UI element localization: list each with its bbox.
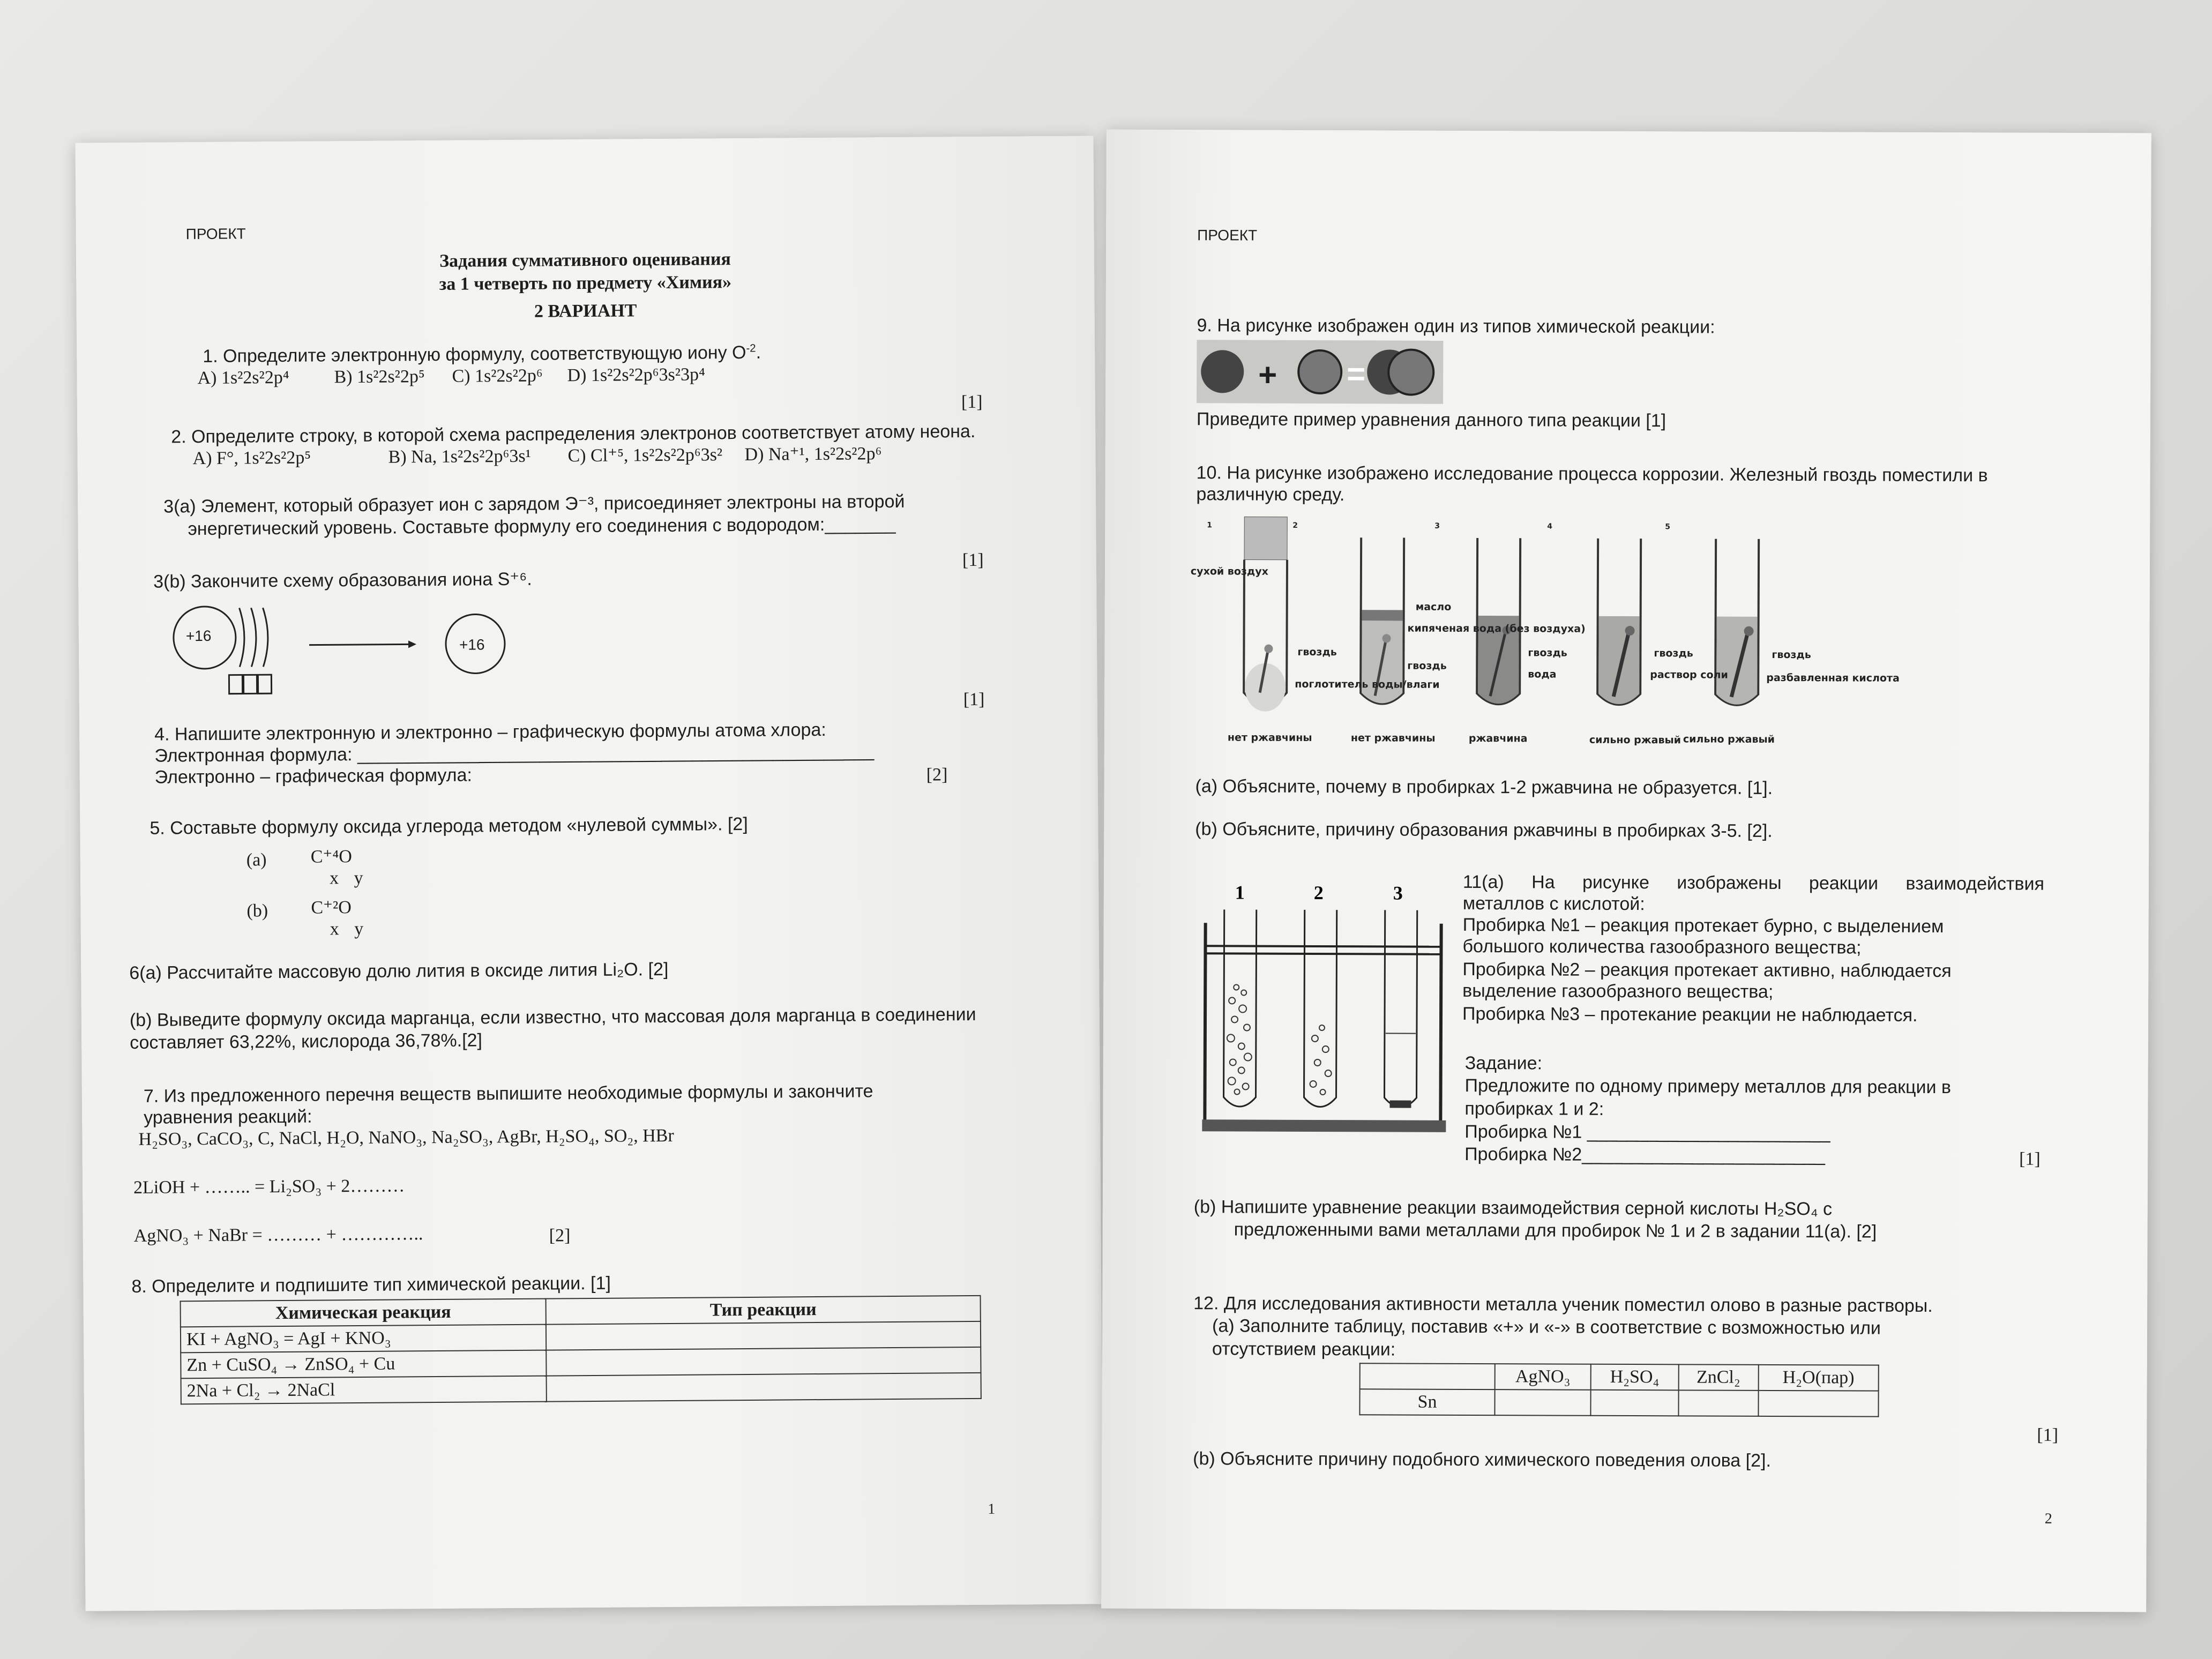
row-label-sn: Sn (1359, 1389, 1494, 1415)
column-header-h2so4: H₂SO₄ (1591, 1364, 1679, 1391)
question-4-line-2: Электронная формула: ___________________________________________________ (154, 741, 875, 766)
question-7-line-1: 7. Из предложенного перечня веществ выпишите необходимые формулы и закончите (143, 1081, 873, 1107)
column-header-zncl2: ZnCl₂ (1678, 1364, 1758, 1391)
question-10-line-1: 10. На рисунке изображено исследование процесса коррозии. Железный гвоздь поместили в (1196, 462, 1988, 486)
question-3a-points: [1] (962, 550, 984, 571)
question-8: 8. Определите и подпишите тип химической реакции. [1] (131, 1273, 611, 1297)
question-12-line-2: (a) Заполните таблицу, поставив «+» и «-» в соответствие с возможностью или (1212, 1316, 1881, 1339)
caption-tube-5: сильно ржавый (1683, 733, 1775, 745)
column-header-reaction: Химическая реакция (181, 1299, 546, 1327)
page-header: ПРОЕКТ (185, 225, 246, 243)
question-11b-line-2: предложенными вами металлами для пробирок № 1 и 2 в задании 11(a). [2] (1234, 1219, 1877, 1242)
tube-1-number: 1 (1207, 521, 1213, 530)
variant-title: 2 ВАРИАНТ (534, 301, 637, 322)
answer-cell-h2so4[interactable] (1590, 1390, 1678, 1416)
question-11a-line-7: Пробирка №3 – протекание реакции не наблюдается. (1462, 1003, 1918, 1026)
question-6a: 6(a) Рассчитайте массовую долю лития в оксиде лития Li₂O. [2] (129, 959, 669, 983)
caption-tube-2: нет ржавчины (1350, 732, 1436, 744)
label-dry-air: сухой воздух (1190, 565, 1268, 578)
question-11a-line-4: большого количества газообразного вещества; (1462, 936, 1862, 958)
question-11a-points: [1] (2019, 1149, 2041, 1169)
question-5a-indices: x y (329, 868, 363, 888)
question-1-option-b: B) 1s²2s²2p⁵ (334, 367, 425, 387)
table-row (1359, 1389, 1878, 1416)
question-11-tube-1-blank[interactable]: Пробирка №1 ________________________ (1464, 1121, 1830, 1144)
corrosion-experiment-figure (1190, 515, 1968, 754)
question-3b: 3(b) Закончите схему образования иона S⁺⁶. (153, 569, 532, 592)
label-nail-5: гвоздь (1772, 648, 1811, 661)
worksheet-page-2 (1101, 130, 2151, 1612)
page-number: 2 (2044, 1510, 2052, 1527)
column-header-h2o-steam: H₂O(пар) (1758, 1365, 1878, 1391)
tube-label-2: 2 (1313, 881, 1324, 904)
tube-4-number: 4 (1547, 522, 1553, 531)
acid-tube-1 (1223, 909, 1256, 1107)
question-9: 9. На рисунке изображен один из типов химической реакции: (1197, 315, 1715, 338)
answer-cell[interactable] (547, 1373, 981, 1402)
reaction-cell: KI + AgNO₃ = AgI + KNO₃ (181, 1325, 546, 1353)
question-11a-line-5: Пробирка №2 – реакция протекает активно, наблюдается (1462, 959, 1952, 982)
page-number: 1 (988, 1500, 996, 1518)
tin-reactivity-table (1359, 1363, 1879, 1417)
title-line-2: за 1 четверть по предмету «Химия» (439, 272, 732, 294)
bubbles-tube-1 (1227, 984, 1252, 1094)
question-11-tube-2-blank[interactable]: Пробирка №2________________________ (1464, 1144, 1826, 1166)
label-boiled-water: кипяченая вода (без воздуха) (1407, 622, 1586, 635)
nucleus-right-charge: +16 (459, 636, 485, 653)
reaction-type-diagram (1197, 340, 1443, 404)
question-5b-formula: C⁺²O (311, 898, 352, 918)
question-12a-points: [1] (2037, 1425, 2059, 1445)
answer-cell-zncl2[interactable] (1678, 1390, 1758, 1416)
answer-cell-agno3[interactable] (1494, 1389, 1590, 1416)
acid-reaction-tubes-figure (1194, 877, 1452, 1152)
label-nail-2: гвоздь (1407, 660, 1447, 672)
question-11a-line-1: 11(a) На рисунке изображены реакции взаимодействия (1462, 871, 2044, 894)
question-7-substances: H₂SO₃, CaCO₃, C, NaCl, H₂O, NaNO₃, Na₂SO₃, AgBr, H₂SO₄, SO₂, HBr (138, 1125, 674, 1149)
bubbles-tube-2 (1310, 1025, 1332, 1095)
question-4-line-1: 4. Напишите электронную и электронно – графическую формулы атома хлора: (154, 719, 826, 745)
question-11a-line-3: Пробирка №1 – реакция протекает бурно, с выделением (1462, 914, 1944, 937)
reaction-type-table (180, 1295, 982, 1404)
question-10b: (b) Объясните, причину образования ржавчины в пробирках 3-5. [2]. (1195, 819, 1773, 841)
tube-label-3: 3 (1393, 882, 1403, 904)
question-5a-label: (a) (246, 850, 267, 870)
question-7-points: [2] (549, 1225, 571, 1246)
label-dilute-acid: разбавленная кислота (1766, 671, 1900, 684)
nucleus-left-charge: +16 (185, 627, 212, 645)
question-4-line-3: Электронно – графическая формула: (154, 765, 473, 788)
question-1-points: [1] (961, 392, 983, 413)
question-2: 2. Определите строку, в которой схема распределения электронов соответствует атому неона. (171, 421, 976, 447)
tube-5-number: 5 (1665, 522, 1671, 532)
tube-2-number: 2 (1292, 521, 1298, 530)
page-header: ПРОЕКТ (1197, 227, 1258, 244)
question-11-task-line-2: пробирках 1 и 2: (1464, 1098, 1604, 1119)
question-7-equation-2: AgNO₃ + NaBr = ……… + ………….. (133, 1224, 423, 1246)
question-12-line-3: отсутствием реакции: (1212, 1339, 1396, 1360)
tube-label-1: 1 (1235, 881, 1245, 903)
oil-layer (1362, 610, 1403, 621)
question-3a-line-1: 3(a) Элемент, который образует ион с зарядом Э⁻³, присоединяет электроны на второй (163, 491, 905, 517)
ion-formation-scheme (159, 595, 588, 705)
column-header-type: Тип реакции (546, 1296, 981, 1325)
product-part-b (1388, 349, 1433, 394)
question-1: 1. Определите электронную формулу, соответствующую иону $O^{-2}$. (203, 342, 761, 367)
acid-tube-2 (1304, 910, 1336, 1107)
reaction-cell: 2Na + Cl₂ → 2NaCl (181, 1376, 547, 1404)
title-line-1: Задания суммативного оценивания (439, 249, 731, 271)
corner-cell (1360, 1363, 1495, 1389)
equals-sign: = (1347, 356, 1366, 392)
caption-tube-4: сильно ржавый (1589, 734, 1682, 746)
question-10a: (a) Объясните, почему в пробирках 1-2 ржавчина не образуется. [1]. (1195, 776, 1773, 798)
tube-1-stopper (1244, 517, 1287, 560)
column-header-agno3: AgNO₃ (1495, 1364, 1591, 1390)
question-2-option-a: A) F°, 1s²2s²2p⁵ (192, 447, 311, 469)
question-11a-line-2: металлов с кислотой: (1462, 893, 1645, 915)
question-7-equation-1: 2LiOH + …….. = Li₂SO₃ + 2……… (133, 1176, 405, 1198)
question-11a-line-6: выделение газообразного вещества; (1462, 980, 1774, 1002)
question-1-option-c: C) 1s²2s²2p⁶ (452, 365, 543, 386)
question-2-option-c: C) Cl⁺⁵, 1s²2s²2p⁶3s² (567, 445, 723, 466)
question-6b-line-1: (b) Выведите формулу оксида марганца, если известно, что массовая доля марганца в соединении (129, 1004, 976, 1030)
label-nail-3: гвоздь (1528, 647, 1567, 659)
caption-tube-1: нет ржавчины (1227, 731, 1312, 744)
answer-cell-h2o[interactable] (1758, 1391, 1878, 1417)
label-oil: масло (1415, 601, 1452, 613)
question-11b-line-1: (b) Напишите уравнение реакции взаимодействия серной кислоты H₂SO₄ с (1193, 1197, 1833, 1220)
question-5b-label: (b) (246, 901, 268, 921)
plus-sign: + (1258, 356, 1277, 393)
question-6b-line-2: составляет 63,22%, кислорода 36,78%.[2] (130, 1030, 483, 1053)
question-5b-indices: x y (330, 918, 364, 939)
tube-3-number: 3 (1434, 521, 1440, 530)
question-9-task: Приведите пример уравнения данного типа реакции [1] (1196, 409, 1667, 431)
acid-tube-3 (1384, 910, 1417, 1107)
label-nail-1: гвоздь (1297, 646, 1337, 659)
question-11-task-label: Задание: (1464, 1052, 1543, 1074)
question-5: 5. Составьте формулу оксида углерода методом «нулевой суммы». [2] (150, 813, 748, 839)
question-11-task-line-1: Предложите по одному примеру металлов для реакции в (1464, 1075, 1952, 1098)
label-salt-solution: раствор соли (1650, 669, 1728, 681)
question-2-option-b: B) Na, 1s²2s²2p⁶3s¹ (388, 446, 531, 467)
question-12-line-1: 12. Для исследования активности металла ученик поместил олово в разные растворы. (1193, 1293, 1933, 1317)
caption-tube-3: ржавчина (1468, 732, 1528, 745)
question-2-option-d: D) Na⁺¹, 1s²2s²2p⁶ (744, 444, 882, 465)
question-1-option-a: A) 1s²2s²2p⁴ (197, 367, 289, 388)
question-1-option-d: D) 1s²2s²2p⁶3s²3p⁴ (567, 364, 705, 386)
particle-a (1201, 350, 1244, 393)
table-header-row (1360, 1363, 1879, 1391)
question-10-line-2: различную среду. (1196, 484, 1345, 505)
question-3b-points: [1] (963, 689, 985, 710)
question-5a-formula: C⁺⁴O (310, 847, 352, 867)
question-12b: (b) Объясните причину подобного химического поведения олова [2]. (1193, 1448, 1772, 1471)
reaction-cell: Zn + CuSO₄ → ZnSO₄ + Cu (181, 1350, 546, 1379)
question-4-points: [2] (926, 765, 948, 785)
label-nail-4: гвоздь (1654, 647, 1693, 660)
question-3a-line-2: энергетический уровень. Составьте формулу его соединения с водородом:_______ (188, 513, 896, 540)
answer-cell[interactable] (546, 1321, 981, 1350)
worksheet-page-1 (75, 136, 1103, 1611)
answer-cell[interactable] (546, 1347, 981, 1376)
label-water: вода (1528, 668, 1557, 681)
question-7-line-2: уравнения реакций: (144, 1106, 312, 1128)
particle-b (1298, 350, 1341, 393)
table-row (181, 1373, 981, 1404)
label-absorber: поглотитель воды/влаги (1295, 678, 1440, 691)
